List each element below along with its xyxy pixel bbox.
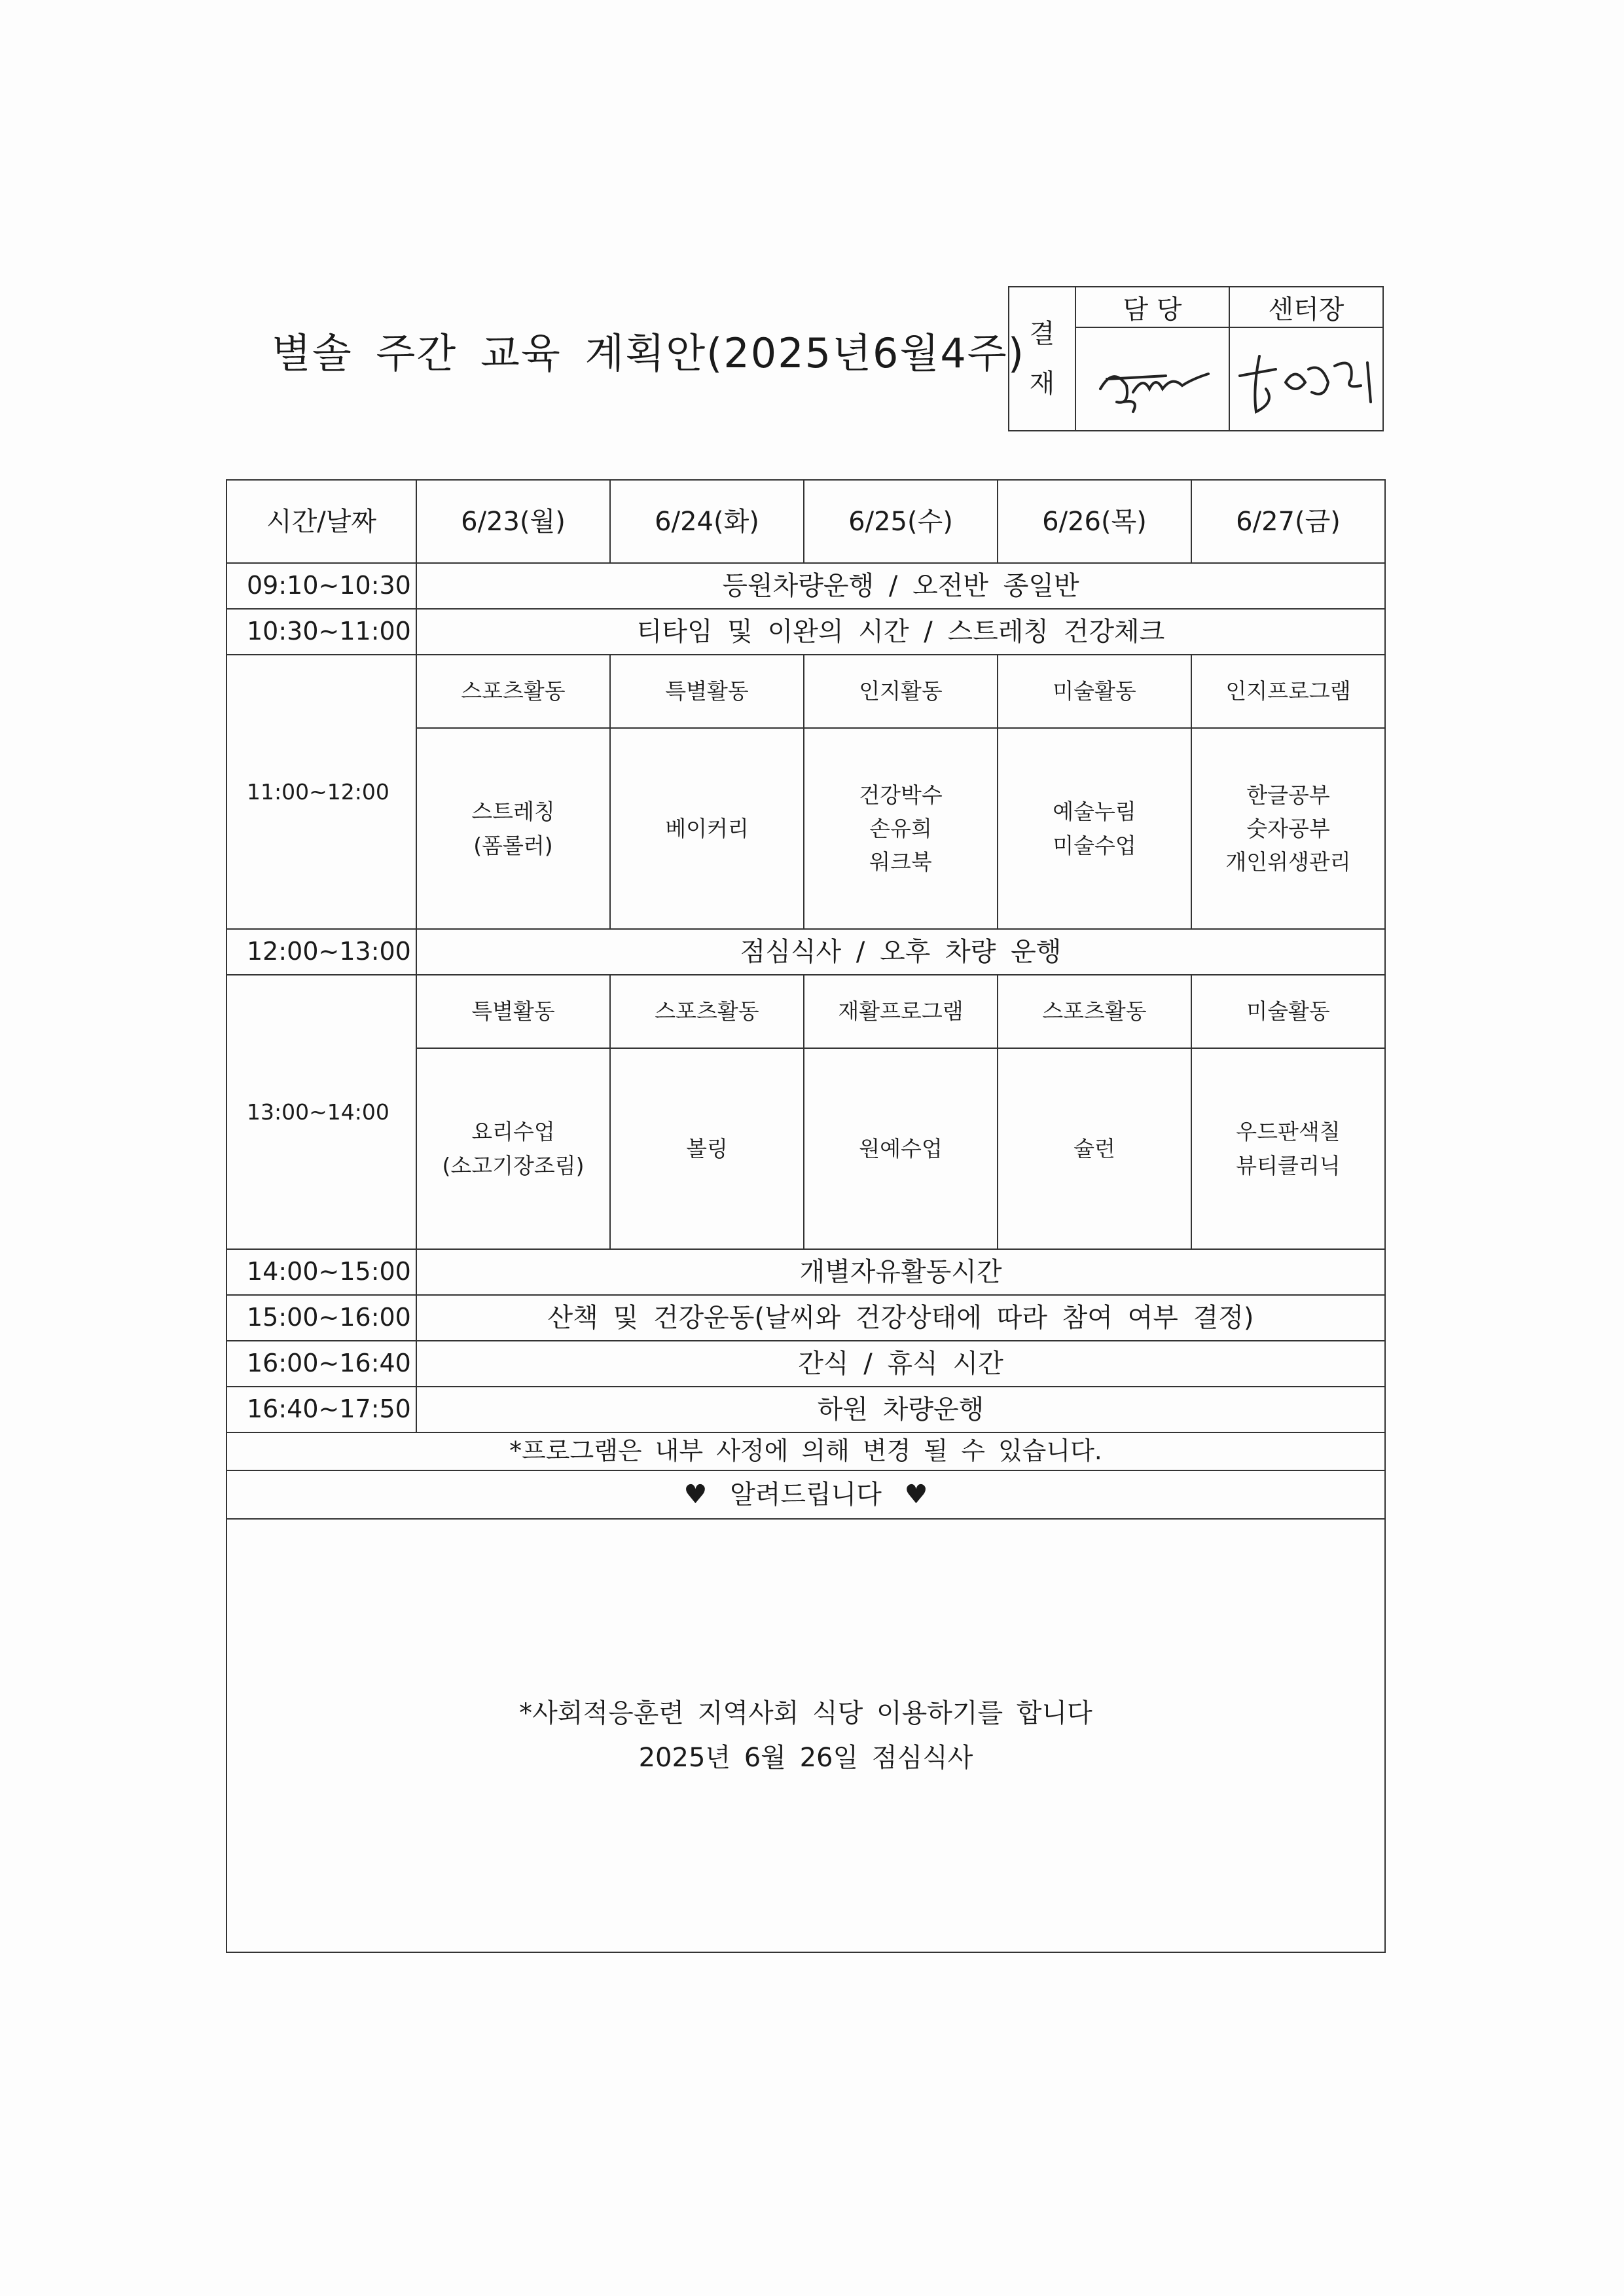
approval-label-text: 결 재 <box>1029 319 1055 399</box>
table-row <box>226 563 1385 609</box>
table-row <box>226 1470 1385 1519</box>
category-cell: 특별활동 <box>416 975 610 1048</box>
activity-cell: 스트레칭 (폼롤러) <box>416 728 610 929</box>
activity-cell: 원예수업 <box>804 1048 998 1249</box>
approval-box <box>1008 286 1384 431</box>
time-slot: 09:10~10:30 <box>226 563 416 609</box>
category-cell: 인지활동 <box>804 655 998 728</box>
activity-cell: 요리수업 (소고기장조림) <box>416 1048 610 1249</box>
activity-span: 하원 차량운행 <box>416 1387 1385 1432</box>
table-row <box>226 1341 1385 1387</box>
activity-span: 개별자유활동시간 <box>416 1249 1385 1295</box>
day-header-tue: 6/24(화) <box>610 480 804 563</box>
notice-title-cell <box>226 1470 1385 1519</box>
time-slot: 13:00~14:00 <box>226 975 416 1249</box>
time-slot: 16:40~17:50 <box>226 1387 416 1432</box>
activity-cell: 예술누림 미술수업 <box>998 728 1191 929</box>
time-slot: 14:00~15:00 <box>226 1249 416 1295</box>
table-row <box>226 1519 1385 1952</box>
approval-role-director: 센터장 <box>1229 287 1383 327</box>
category-cell: 스포츠활동 <box>998 975 1191 1048</box>
manager-signature-cell <box>1075 327 1229 431</box>
time-slot: 12:00~13:00 <box>226 929 416 975</box>
time-date-header: 시간/날짜 <box>226 480 416 563</box>
activity-cell: 우드판색칠 뷰티클리닉 <box>1191 1048 1385 1249</box>
approval-role-manager: 담 당 <box>1075 287 1229 327</box>
director-signature <box>1230 337 1387 422</box>
table-row <box>226 1432 1385 1470</box>
heart-icon: ♥ <box>683 1480 708 1510</box>
time-slot: 15:00~16:00 <box>226 1295 416 1341</box>
category-cell: 스포츠활동 <box>610 975 804 1048</box>
activity-cell: 건강박수 손유희 워크북 <box>804 728 998 929</box>
day-header-wed: 6/25(수) <box>804 480 998 563</box>
notice-title: 알려드립니다 <box>730 1480 882 1510</box>
activity-span: 산책 및 건강운동(날씨와 건강상태에 따라 참여 여부 결정) <box>416 1295 1385 1341</box>
time-slot: 11:00~12:00 <box>226 655 416 929</box>
activity-span: 등원차량운행 / 오전반 종일반 <box>416 563 1385 609</box>
document-title: 별솔 주간 교육 계획안(2025년6월4주) <box>272 329 1025 377</box>
program-change-note: *프로그램은 내부 사정에 의해 변경 될 수 있습니다. <box>226 1432 1385 1470</box>
header-row <box>226 480 1385 563</box>
activity-cell: 슐런 <box>998 1048 1191 1249</box>
notice-body: *사회적응훈련 지역사회 식당 이용하기를 합니다 2025년 6월 26일 점심식사 <box>226 1519 1385 1952</box>
time-slot: 10:30~11:00 <box>226 609 416 655</box>
day-header-fri: 6/27(금) <box>1191 480 1385 563</box>
category-cell: 인지프로그램 <box>1191 655 1385 728</box>
activity-cell: 베이커리 <box>610 728 804 929</box>
activity-span: 점심식사 / 오후 차량 운행 <box>416 929 1385 975</box>
table-row <box>226 609 1385 655</box>
approval-label <box>1009 287 1075 431</box>
category-cell: 미술활동 <box>998 655 1191 728</box>
table-row <box>226 929 1385 975</box>
activity-span: 티타임 및 이완의 시간 / 스트레칭 건강체크 <box>416 609 1385 655</box>
category-cell: 스포츠활동 <box>416 655 610 728</box>
schedule-table <box>226 479 1386 1953</box>
table-row <box>226 1249 1385 1295</box>
manager-signature <box>1087 340 1218 418</box>
day-header-thu: 6/26(목) <box>998 480 1191 563</box>
activity-span: 간식 / 휴식 시간 <box>416 1341 1385 1387</box>
table-row <box>226 975 1385 1048</box>
table-row <box>226 655 1385 728</box>
day-header-mon: 6/23(월) <box>416 480 610 563</box>
time-slot: 16:00~16:40 <box>226 1341 416 1387</box>
category-cell: 재활프로그램 <box>804 975 998 1048</box>
director-signature-cell <box>1229 327 1383 431</box>
table-row <box>226 1295 1385 1341</box>
category-cell: 미술활동 <box>1191 975 1385 1048</box>
table-row <box>226 1387 1385 1432</box>
category-cell: 특별활동 <box>610 655 804 728</box>
activity-cell: 볼링 <box>610 1048 804 1249</box>
activity-cell: 한글공부 숫자공부 개인위생관리 <box>1191 728 1385 929</box>
heart-icon: ♥ <box>904 1480 928 1510</box>
